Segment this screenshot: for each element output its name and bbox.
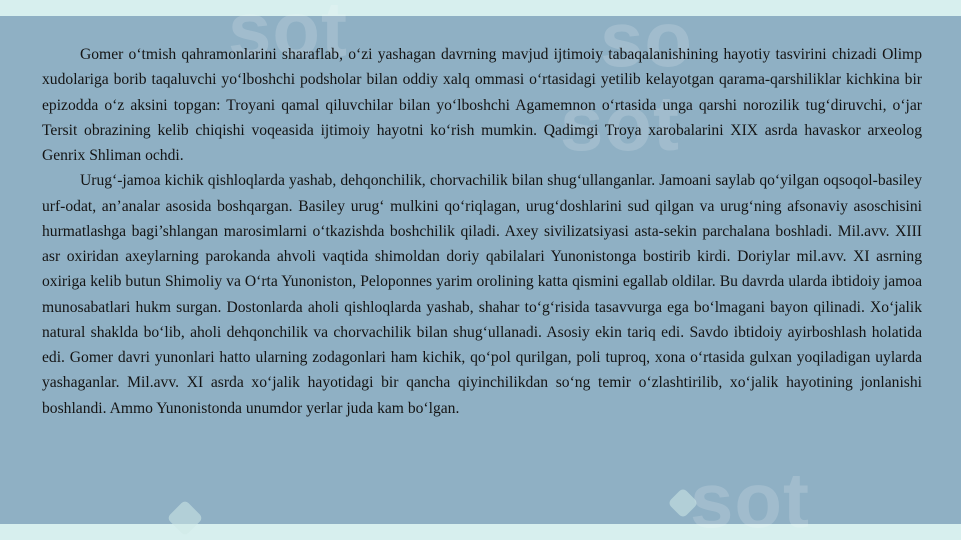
bottom-band: [0, 524, 961, 540]
watermark-text: so: [600, 0, 694, 83]
paragraph: Urug‘-jamoa kichik qishloqlarda yashab, dehqonchilik, chorvachilik bilan shug‘ullanganlar. Jamoani saylab qo‘yilgan oqsoqol-basiley urf-odat, an’analar asosida boshqargan. Basiley urug‘ mulkini qo‘riqlagan, urug‘doshlarini sud qilgan va urug‘ning afsonaviy asoschisini hurmatlashga bagi’shlangan marosimlarni o‘tkazishda boshchilik qiladi. Axey sivilizatsiyasi asta-sekin parchalana boshladi. Mil.avv. XIII asr oxiridan axeylarning parokanda ahvoli vaqtida shimoldan doriy qabilalari Yunonistonga bostirib kirdi. Doriylar mil.avv. XI asrning oxiriga kelib butun Shimoliy va O‘rta Yunoniston, Peloponnes yarim orolining katta qismini egallab oldilar. Bu davrda ularda ibtidoiy jamoa munosabatlari hukm surgan. Dostonlarda aholi qishloqlarda yashab, shahar to‘g‘risida tasavvurga ega bo‘lmagani bayon qilinadi. Xo‘jalik natural shaklda bo‘lib, aholi dehqonchilik va chorvachilik bilan shug‘ullanadi. Asosiy ekin tariq edi. Savdo ibtidoiy ayirboshlash holatida edi. Gomer davri yunonlari hatto ularning zodagonlari ham kichik, qo‘pol qurilgan, poli tuproq, xona o‘rtasida gulxan yoqiladigan uylarda yashaganlar. Mil.avv. XI asrda xo‘jalik hayotidagi bir qancha qiyinchilikdan so‘ng temir o‘zlashtirilib, xo‘jalik hayotining jonlanishi boshlandi. Ammo Yunonistonda unumdor yerlar juda kam bo‘lgan.: [42, 172, 922, 417]
diamond-decoration-icon: [667, 487, 698, 518]
watermark-text: sot: [690, 456, 810, 540]
top-band: [0, 0, 961, 16]
watermark-text: sot: [560, 79, 680, 167]
slide-body-text: [42, 42, 922, 421]
paragraph: Gomer o‘tmish qahramonlarini sharaflab, o‘zi yashagan davrning mavjud ijtimoiy tabaqalanishining hayotiy tasvirini chizadi Olimp xudolariga borib taqaluvchi yo‘lboshchi podsholar bilan oddiy xalq ommasi o‘rtasidagi yetilib kelayotgan qarama-qarshiliklar kichkina bir epizodda o‘z aksini topgan: Troyani qamal qiluvchilar bilan yo‘lboshchi Agamemnon o‘rtasida unga qarshi norozilik tug‘diruvchi, o‘jar Tersit obrazining kelib chiqishi voqeasida ijtimoiy hayotni ko‘rish mumkin. Qadimgi Troya xarobalarini XIX asrda havaskor arxeolog Genrix Shliman ochdi.: [42, 46, 922, 164]
watermark-text: sot: [228, 0, 348, 73]
